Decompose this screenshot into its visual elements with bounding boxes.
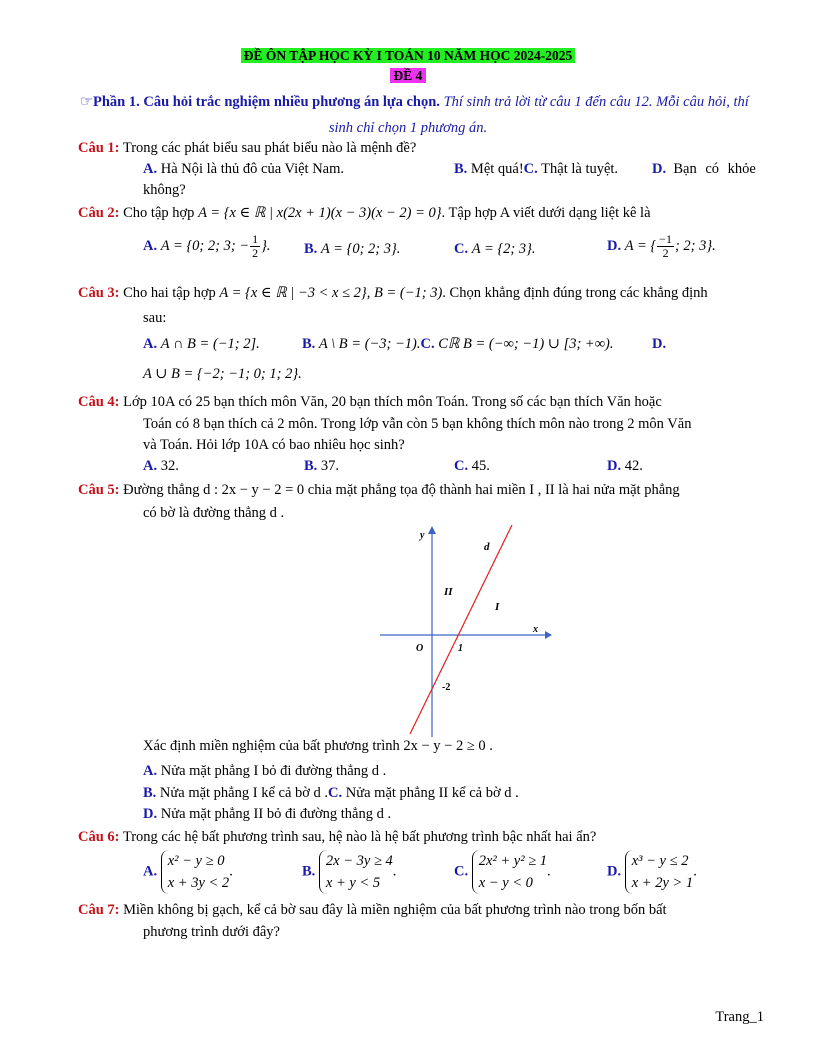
question-2: Câu 2: Cho tập hợp A = {x ∈ ℝ | x(2x + 1)(x − 3)(x − 2) = 0}. Tập hợp A viết dưới dạng liệt kê là — [78, 205, 651, 221]
x-axis-arrow — [545, 631, 552, 639]
y-intercept-label: -2 — [442, 682, 451, 693]
question-7: Câu 7: Miền không bị gạch, kể cả bờ sau đây là miền nghiệm của bất phương trình nào trong bốn bất — [78, 902, 667, 918]
question-4-line2: Toán có 8 bạn thích cả 2 môn. Trong lớp vẫn còn 5 bạn không thích môn nào trong 2 môn Văn — [143, 416, 692, 432]
question-1: Câu 1: Trong các phát biểu sau phát biểu nào là mệnh đề? — [78, 140, 417, 156]
y-axis-label: y — [420, 530, 425, 541]
question-4: Câu 4: Lớp 10A có 25 bạn thích môn Văn, 20 bạn thích môn Toán. Trong số các bạn thích Văn hoặc — [78, 394, 662, 410]
q2-option-c: C. A = {2; 3}. — [454, 241, 536, 257]
x-intercept-label: 1 — [458, 643, 463, 654]
origin-label: O — [416, 643, 424, 654]
q3-option-d-label: D. — [652, 336, 667, 352]
q6-option-a: A. x² − y ≥ 0 x + 3y < 2 . — [143, 850, 233, 894]
line-d — [410, 525, 512, 734]
question-5: Câu 5: Đường thẳng d : 2x − y − 2 = 0 chia mặt phẳng tọa độ thành hai miền I , II là hai nửa mặt phẳng — [78, 482, 680, 498]
q1-option-b: B. Mệt quá!C. Thật là tuyệt. — [454, 161, 619, 177]
pointing-hand-icon: ☞ — [80, 94, 93, 110]
q4-option-d: D. 42. — [607, 458, 643, 474]
q6-option-b: B. 2x − 3y ≥ 4 x + y < 5 . — [302, 850, 396, 894]
part1-instruction: sinh chỉ chọn 1 phương án. — [328, 120, 488, 136]
question-5-line2: có bờ là đường thẳng d . — [143, 505, 285, 521]
q1-option-d: D. Bạn có khỏe — [652, 161, 756, 177]
q2-option-b: B. A = {0; 2; 3}. — [304, 241, 401, 257]
q4-option-b: B. 37. — [304, 458, 340, 474]
question-6: Câu 6: Trong các hệ bất phương trình sau, hệ nào là hệ bất phương trình bậc nhất hai ẩn? — [78, 829, 597, 845]
q5-line-graph — [380, 522, 560, 737]
x-axis-label: x — [533, 624, 538, 635]
q6-option-c: C. 2x² + y² ≥ 1 x − y < 0 . — [454, 850, 551, 894]
q3-option-d: A ∪ B = {−2; −1; 0; 1; 2}. — [143, 366, 302, 382]
q5-option-b: B. Nửa mặt phẳng I kể cả bờ d .C. Nửa mặt phẳng II kể cả bờ d . — [143, 785, 519, 801]
q2-option-a: A. A = {0; 2; 3; − $\frac{1}{2}$ }. — [143, 232, 271, 260]
page-title: ĐỀ ÔN TẬP HỌC KỲ I TOÁN 10 NĂM HỌC 2024-2025 — [0, 48, 816, 64]
q1-option-d-cont: không? — [143, 182, 186, 198]
q2-option-d: D. A = { $\frac{-1}{2}$ ; 2; 3}. — [607, 232, 716, 260]
question-3: Câu 3: Cho hai tập hợp A = {x ∈ ℝ | −3 < x ≤ 2}, B = (−1; 3). Chọn khẳng định đúng trong các khẳng định — [78, 285, 708, 301]
question-3-cont: sau: — [143, 310, 167, 326]
page-number: Trang_1 — [715, 1009, 764, 1025]
region-ii-label: II — [444, 586, 453, 598]
q3-option-a: A. A ∩ B = (−1; 2]. — [143, 336, 260, 352]
question-4-line3: và Toán. Hỏi lớp 10A có bao nhiêu học sinh? — [143, 437, 405, 453]
region-i-label: I — [495, 601, 500, 613]
question-7-line2: phương trình dưới đây? — [143, 924, 280, 940]
q5-option-d: D. Nửa mặt phẳng II bỏ đi đường thẳng d . — [143, 806, 392, 822]
q1-option-a: A. Hà Nội là thủ đô của Việt Nam. — [143, 161, 345, 177]
exam-number: ĐỀ 4 — [0, 68, 816, 84]
q4-option-a: A. 32. — [143, 458, 179, 474]
q4-option-c: C. 45. — [454, 458, 490, 474]
question-5-prompt: Xác định miền nghiệm của bất phương trình 2x − y − 2 ≥ 0 . — [143, 738, 493, 754]
q6-option-d: D. x³ − y ≤ 2 x + 2y > 1 . — [607, 850, 697, 894]
line-d-label: d — [484, 541, 490, 553]
y-axis-arrow — [428, 526, 436, 534]
q5-option-a: A. Nửa mặt phẳng I bỏ đi đường thẳng d . — [143, 763, 387, 779]
q3-option-b: B. A \ B = (−3; −1).C. Cℝ B = (−∞; −1) ∪ [3; +∞). — [302, 336, 614, 352]
part1-heading: ☞Phần 1. Câu hỏi trắc nghiệm nhiều phương án lựa chọn. Thí sinh trả lời từ câu 1 đến câu 12. Mỗi câu hỏi, thí — [80, 94, 749, 110]
